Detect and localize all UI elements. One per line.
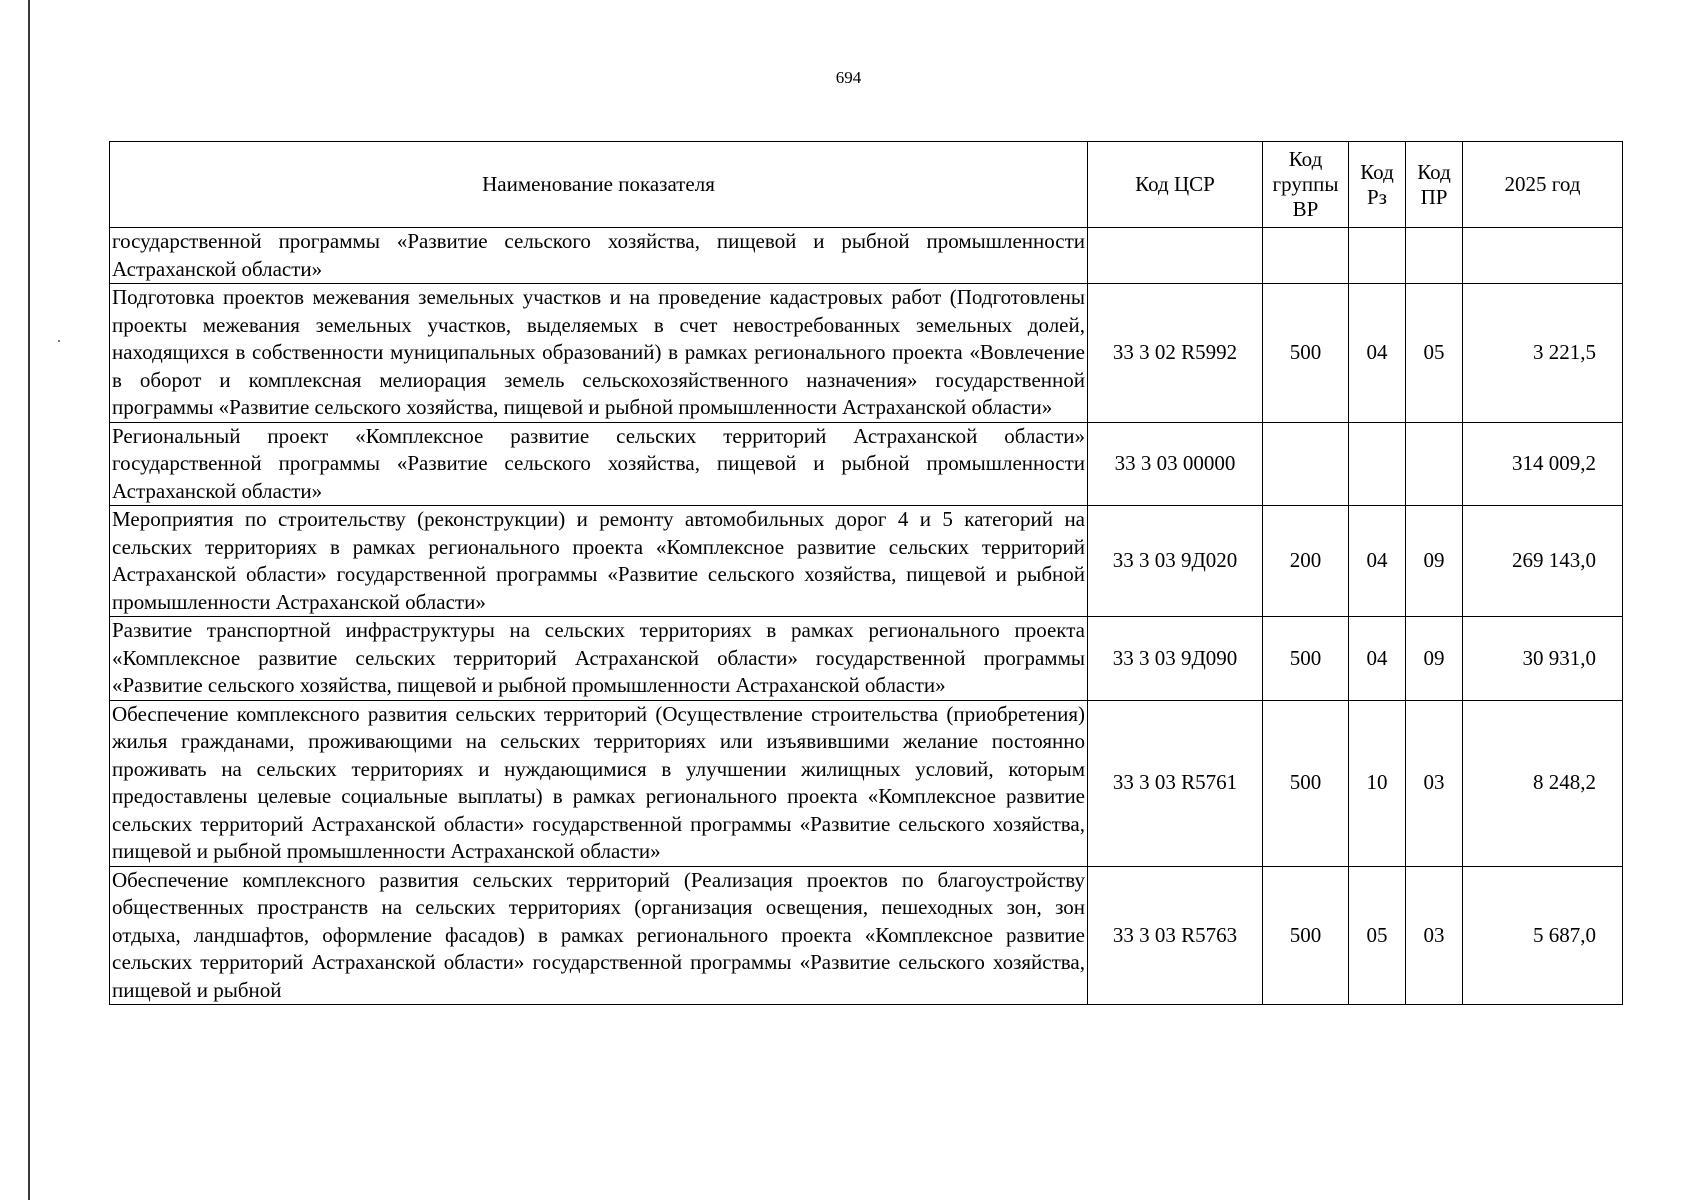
row-pr-code: 03 [1406, 700, 1463, 866]
row-amount: 269 143,0 [1463, 506, 1623, 617]
row-indicator-name: государственной программы «Развитие сельского хозяйства, пищевой и рыбной промышленности Астраханской области» [110, 228, 1088, 284]
row-amount [1463, 228, 1623, 284]
row-vr-code [1263, 422, 1349, 506]
header-csr-code: Код ЦСР [1088, 142, 1263, 228]
row-rz-code: 04 [1349, 617, 1406, 701]
row-csr-code: 33 3 03 R5763 [1088, 866, 1263, 1005]
row-indicator-name: Обеспечение комплексного развития сельских территорий (Осуществление строительства (приобретения) жилья гражданами, проживающими на сельских территориях или изъявившими желание постоянно проживать на сельских территориях и нуждающимися в улучшении жилищных условий, которым предоставлены целевые социальные выплаты) в рамках регионального проекта «Комплексное развитие сельских территорий Астраханской области» государственной программы «Развитие сельского хозяйства, пищевой и рыбной промышленности Астраханской области» [110, 700, 1088, 866]
row-pr-code: 09 [1406, 617, 1463, 701]
header-vr-code: Код группы ВР [1263, 142, 1349, 228]
row-amount: 5 687,0 [1463, 866, 1623, 1005]
table-header-row [110, 142, 1623, 228]
row-indicator-name: Обеспечение комплексного развития сельских территорий (Реализация проектов по благоустройству общественных пространств на сельских территориях (организация освещения, пешеходных зон, зон отдыха, ландшафтов, оформление фасадов) в рамках регионального проекта «Комплексное развитие сельских территорий Астраханской области» государственной программы «Развитие сельского хозяйства, пищевой и рыбной [110, 866, 1088, 1005]
row-vr-code: 500 [1263, 284, 1349, 423]
row-vr-code: 500 [1263, 617, 1349, 701]
row-rz-code: 04 [1349, 506, 1406, 617]
page-number: 694 [835, 68, 862, 87]
row-amount: 30 931,0 [1463, 617, 1623, 701]
row-vr-code: 500 [1263, 700, 1349, 866]
header-pr-code: Код ПР [1406, 142, 1463, 228]
table-row [110, 617, 1623, 701]
scan-speck [58, 340, 60, 342]
row-rz-code: 05 [1349, 866, 1406, 1005]
row-csr-code: 33 3 03 00000 [1088, 422, 1263, 506]
row-pr-code: 05 [1406, 284, 1463, 423]
row-csr-code: 33 3 03 R5761 [1088, 700, 1263, 866]
row-pr-code [1406, 422, 1463, 506]
row-vr-code: 500 [1263, 866, 1349, 1005]
budget-table [109, 141, 1623, 1005]
row-indicator-name: Развитие транспортной инфраструктуры на сельских территориях в рамках регионального проекта «Комплексное развитие сельских территорий Астраханской области» государственной программы «Развитие сельского хозяйства, пищевой и рыбной промышленности Астраханской области» [110, 617, 1088, 701]
table-row [110, 228, 1623, 284]
row-amount: 8 248,2 [1463, 700, 1623, 866]
row-rz-code: 04 [1349, 284, 1406, 423]
row-indicator-name: Региональный проект «Комплексное развитие сельских территорий Астраханской области» государственной программы «Развитие сельского хозяйства, пищевой и рыбной промышленности Астраханской области» [110, 422, 1088, 506]
header-year-2025: 2025 год [1463, 142, 1623, 228]
row-csr-code: 33 3 02 R5992 [1088, 284, 1263, 423]
row-indicator-name: Мероприятия по строительству (реконструкции) и ремонту автомобильных дорог 4 и 5 категорий на сельских территориях в рамках регионального проекта «Комплексное развитие сельских территорий Астраханской области» государственной программы «Развитие сельского хозяйства, пищевой и рыбной промышленности Астраханской области» [110, 506, 1088, 617]
header-indicator-name: Наименование показателя [110, 142, 1088, 228]
row-csr-code [1088, 228, 1263, 284]
row-csr-code: 33 3 03 9Д090 [1088, 617, 1263, 701]
row-rz-code [1349, 228, 1406, 284]
row-amount: 314 009,2 [1463, 422, 1623, 506]
row-pr-code [1406, 228, 1463, 284]
table-row [110, 866, 1623, 1005]
row-rz-code: 10 [1349, 700, 1406, 866]
row-csr-code: 33 3 03 9Д020 [1088, 506, 1263, 617]
row-vr-code [1263, 228, 1349, 284]
table-row [110, 284, 1623, 423]
row-pr-code: 03 [1406, 866, 1463, 1005]
header-rz-code: Код Рз [1349, 142, 1406, 228]
table-row [110, 422, 1623, 506]
page-binding-line [28, 0, 30, 1200]
row-pr-code: 09 [1406, 506, 1463, 617]
row-rz-code [1349, 422, 1406, 506]
table-row [110, 506, 1623, 617]
row-amount: 3 221,5 [1463, 284, 1623, 423]
row-vr-code: 200 [1263, 506, 1349, 617]
table-row [110, 700, 1623, 866]
row-indicator-name: Подготовка проектов межевания земельных участков и на проведение кадастровых работ (Подготовлены проекты межевания земельных участков, выделяемых в счет невостребованных земельных долей, находящихся в собственности муниципальных образований) в рамках регионального проекта «Вовлечение в оборот и комплексная мелиорация земель сельскохозяйственного назначения» государственной программы «Развитие сельского хозяйства, пищевой и рыбной промышленности Астраханской области» [110, 284, 1088, 423]
